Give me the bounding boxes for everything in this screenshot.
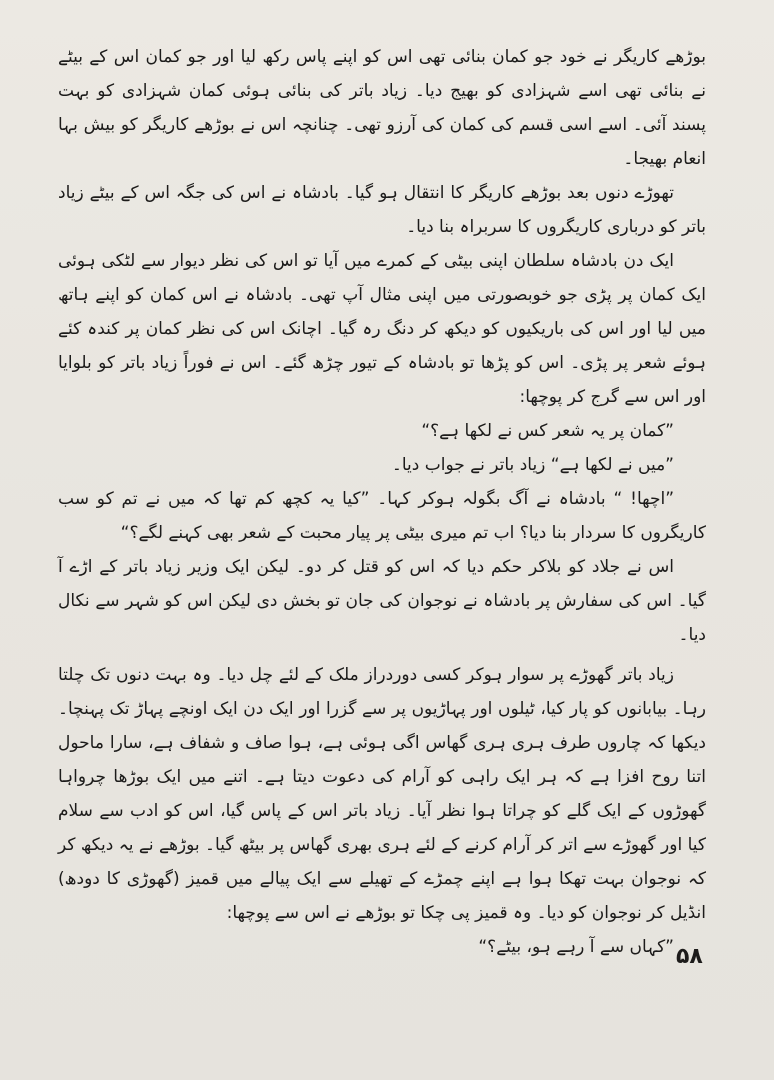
page-number: ۵۸ — [676, 944, 703, 969]
paragraph: اس نے جلاد کو بلاکر حکم دیا کہ اس کو قتل کر دو۔ لیکن ایک وزیر زیاد باتر کے اڑے آ گیا۔ اس کی سفارش پر بادشاہ نے نوجوان کی جان تو بخش دی لیکن اس کو شہر سے نکال دیا۔ — [58, 557, 706, 645]
dialogue-line: ”کہاں سے آ رہے ہو، بیٹے؟“ — [478, 937, 674, 957]
paragraph: ایک دن بادشاہ سلطان اپنی بیٹی کے کمرے میں آیا تو اس کی نظر دیوار سے لٹکی ہوئی ایک کمان پر پڑی جو خوبصورتی میں اپنی مثال آپ تھی۔ بادشاہ نے اس کمان کو اپنے ہاتھ میں لیا اور اس کی باریکیوں کو دیکھ کر دنگ رہ گیا۔ اچانک اس کی نظر کمان پر کندہ کئے ہوئے شعر پر پڑی۔ اس کو پڑھا تو بادشاہ کے تیور چڑھ گئے۔ اس نے فوراً زیاد باتر کو بلوایا اور اس سے گرج کر پوچھا: — [58, 251, 706, 407]
dialogue-line: ”میں نے لکھا ہے“ زیاد باتر نے جواب دیا۔ — [391, 455, 674, 475]
paragraph: بوڑھے کاریگر نے خود جو کمان بنائی تھی اس کو اپنے پاس رکھ لیا اور جو کمان اس کے بیٹے نے بنائی تھی اسے شہزادی کو بھیج دیا۔ زیاد باتر کی بنائی ہوئی کمان شہزادی کو بہت پسند آئی۔ اسے اسی قسم کی کمان کی آرزو تھی۔ چنانچہ اس نے بوڑھے کاریگر کو بیش بہا انعام بھیجا۔ — [58, 47, 706, 169]
dialogue-line: ”کمان پر یہ شعر کس نے لکھا ہے؟“ — [421, 421, 674, 441]
page-body-text — [58, 40, 706, 964]
dialogue-line: ”اچھا! “ بادشاہ نے آگ بگولہ ہوکر کہا۔ ”کیا یہ کچھ کم تھا کہ میں نے تم کو سب کاریگروں کا سردار بنا دیا؟ اب تم میری بیٹی پر پیار محبت کے شعر بھی کہنے لگے؟“ — [58, 489, 706, 543]
paragraph: زیاد باتر گھوڑے پر سوار ہوکر کسی دوردراز ملک کے لئے چل دیا۔ وہ بہت دنوں تک چلتا رہا۔ بیابانوں کو پار کیا، ٹیلوں اور پہاڑیوں پر سے گزرا اور ایک دن ایک اونچے پہاڑ تک پہنچا۔ دیکھا کہ چاروں طرف ہری ہری گھاس اگی ہوئی ہے، ہوا صاف و شفاف ہے، سارا ماحول اتنا روح افزا ہے کہ ہر ایک راہی کو آرام کی دعوت دیتا ہے۔ اتنے میں ایک بوڑھا چرواہا گھوڑوں کے ایک گلے کو چراتا ہوا نظر آیا۔ زیاد باتر اس کے پاس گیا، اس کو ادب سے سلام کیا اور گھوڑے سے اتر کر آرام کرنے کے لئے ہری بھری گھاس پر بیٹھ گیا۔ بوڑھے نے یہ دیکھ کر کہ نوجوان بہت تھکا ہوا ہے اپنے چمڑے کے تھیلے سے ایک پیالے میں قمیز (گھوڑی کا دودھ) انڈیل کر نوجوان کو دیا۔ وہ قمیز پی چکا تو بوڑھے نے اس سے پوچھا: — [58, 665, 706, 923]
paragraph: تھوڑے دنوں بعد بوڑھے کاریگر کا انتقال ہو گیا۔ بادشاہ نے اس کی جگہ اس کے بیٹے زیاد باتر کو درباری کاریگروں کا سربراہ بنا دیا۔ — [58, 183, 706, 237]
